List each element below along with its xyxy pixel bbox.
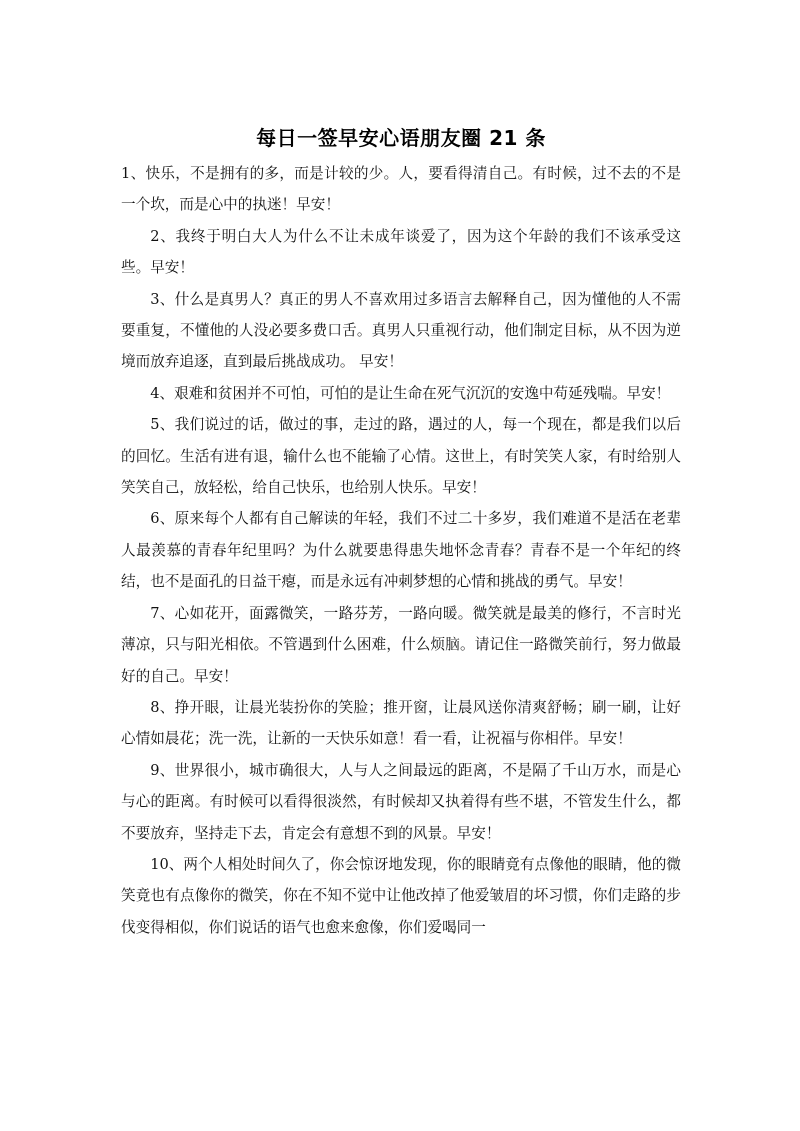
paragraph-1: 1、快乐，不是拥有的多，而是计较的少。人，要看得清自己。有时候，过不去的不是一个坎，而是心中的执迷！早安！ [121,165,681,214]
document-title: 每日一签早安心语朋友圈 21 条 [256,126,546,150]
paragraph-6: 6、原来每个人都有自己解读的年轻，我们不过二十多岁，我们难道不是活在老辈人最羡慕的青春年纪里吗？为什么就要患得患失地怀念青春？青春不是一个年纪的终结，也不是面孔的日益干瘪，而是永远有冲刺梦想的心情和挑战的勇气。早安！ [121,510,681,591]
paragraph-4: 4、艰难和贫困并不可怕，可怕的是让生命在死气沉沉的安逸中苟延残喘。早安！ [150,384,671,402]
paragraph-9: 9、世界很小，城市确很大，人与人之间最远的距离，不是隔了千山万水，而是心与心的距离。有时候可以看得很淡然，有时候却又执着得有些不堪，不管发生什么，都不要放弃，坚持走下去，肯定会有意想不到的风景。早安！ [121,761,681,842]
paragraph-3: 3、什么是真男人？真正的男人不喜欢用过多语言去解释自己，因为懂他的人不需要重复，不懂他的人没必要多费口舌。真男人只重视行动，他们制定目标，从不因为逆境而放弃追逐，直到最后挑战成功。 早安！ [121,290,681,371]
paragraph-5: 5、我们说过的话，做过的事，走过的路，遇过的人，每一个现在，都是我们以后的回忆。生活有进有退，输什么也不能输了心情。这世上，有时笑笑人家，有时给别人笑笑自己，放轻松，给自己快乐，也给别人快乐。早安！ [121,416,681,497]
paragraph-2: 2、我终于明白大人为什么不让未成年谈爱了，因为这个年龄的我们不该承受这些。早安！ [121,227,681,277]
paragraph-7: 7、心如花开，面露微笑，一路芬芳，一路向暖。微笑就是最美的修行，不言时光薄凉，只与阳光相依。不管遇到什么困难，什么烦脑。请记住一路微笑前行，努力做最好的自己。早安！ [121,604,681,685]
paragraph-10: 10、两个人相处时间久了，你会惊讶地发现，你的眼睛竟有点像他的眼睛，他的微笑竟也有点像你的微笑，你在不知不觉中让他改掉了他爱皱眉的坏习惯，你们走路的步伐变得相似，你们说话的语气也愈来愈像，你们爱喝同一 [121,855,681,936]
document-page [121,118,681,943]
paragraph-8: 8、挣开眼，让晨光装扮你的笑脸；推开窗，让晨风送你清爽舒畅；刷一刷，让好心情如晨花；洗一洗，让新的一天快乐如意！看一看，让祝福与你相伴。早安！ [121,698,681,748]
